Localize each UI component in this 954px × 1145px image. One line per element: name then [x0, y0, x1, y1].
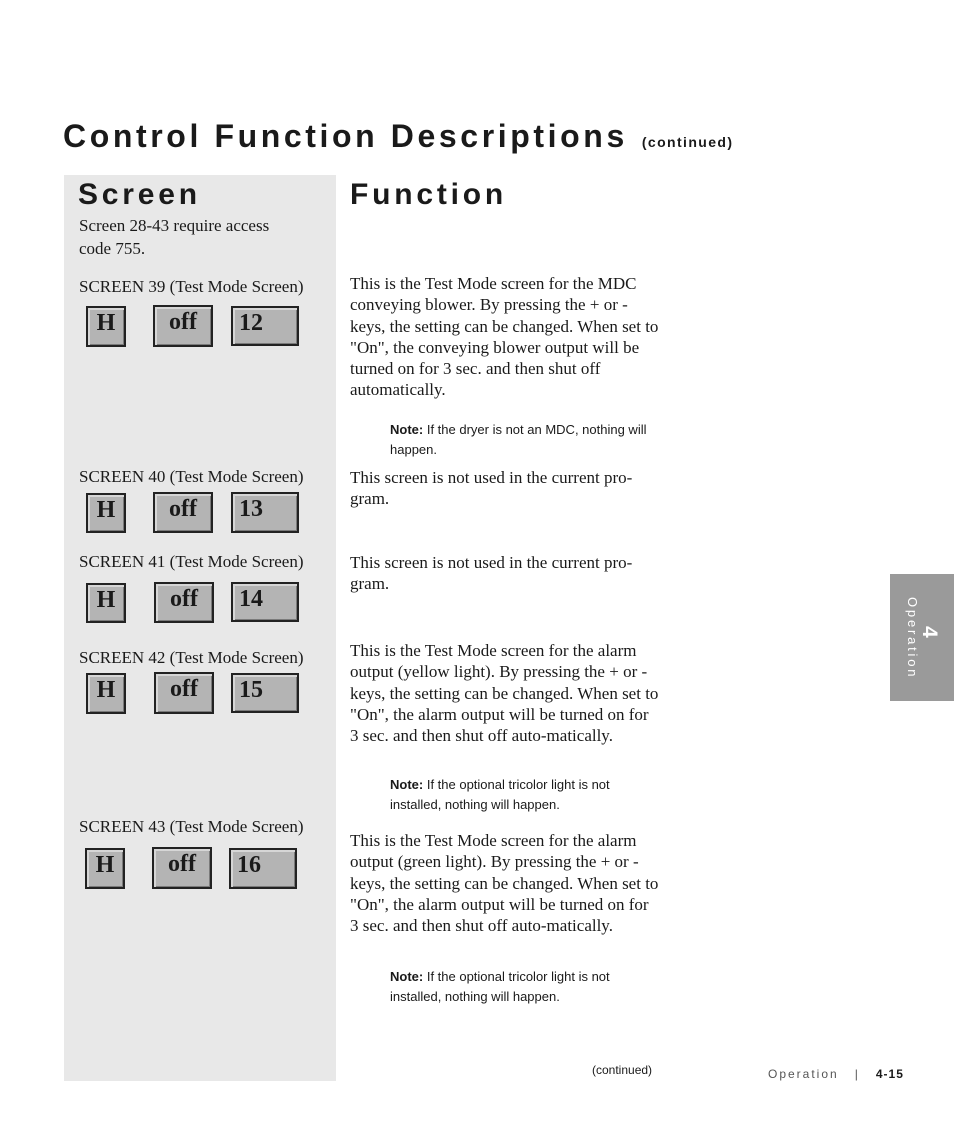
screen-41-key-number: 14	[231, 582, 299, 622]
screen-41-key-h: H	[86, 583, 126, 623]
chapter-tab-number: 4	[918, 626, 941, 638]
function-40-description: This screen is not used in the current pro-gram.	[350, 468, 633, 509]
footer-separator: |	[854, 1067, 860, 1081]
screen-column-heading: Screen	[78, 178, 201, 211]
screen-42-key-off: off	[154, 672, 214, 714]
note-label: Note:	[390, 777, 424, 792]
screen-39-key-number: 12	[231, 306, 299, 346]
note-label: Note:	[390, 969, 424, 984]
note-text: If the optional tricolor light is not installed, nothing will happen.	[390, 777, 610, 812]
screen-42-key-h: H	[86, 673, 126, 714]
screen-42-key-number: 15	[231, 673, 299, 713]
screen-41-key-off: off	[154, 582, 214, 623]
screen-43-key-number: 16	[229, 848, 297, 889]
screen-40-key-h: H	[86, 493, 126, 533]
function-41-description: This screen is not used in the current pro-gram.	[350, 553, 633, 594]
screen-40-key-number: 13	[231, 492, 299, 533]
screen-41-label: SCREEN 41 (Test Mode Screen)	[79, 552, 304, 571]
title-text: Control Function Descriptions	[63, 118, 628, 154]
title-continued: (continued)	[641, 134, 734, 150]
screen-43-key-h: H	[85, 848, 125, 889]
footer-section: Operation	[768, 1067, 839, 1081]
note-label: Note:	[390, 422, 424, 437]
page-number: 4-15	[875, 1067, 904, 1081]
function-43-description: This is the Test Mode screen for the alarm output (green light). By pressing the + or - keys, the setting can be changed. When set to "On", the alarm output will be turned on for 3 sec. and then shut off auto-matically.	[350, 831, 659, 936]
intro-line-2: code 755.	[79, 239, 146, 258]
function-39-note	[390, 420, 650, 460]
screen-40-label: SCREEN 40 (Test Mode Screen)	[79, 467, 304, 486]
footer-continued: (continued)	[592, 1063, 653, 1077]
screen-39-key-off: off	[153, 305, 213, 347]
screen-42-label: SCREEN 42 (Test Mode Screen)	[79, 648, 304, 667]
page-title	[63, 118, 733, 155]
screen-39-key-h: H	[86, 306, 126, 347]
screen-43-key-off: off	[152, 847, 212, 889]
screen-40-key-off: off	[153, 492, 213, 533]
function-42-description: This is the Test Mode screen for the alarm output (yellow light). By pressing the + or - keys, the setting can be changed. When set to "On", the alarm output will be turned on for 3 sec. and then shut off auto-matically.	[350, 641, 659, 746]
screen-43-label: SCREEN 43 (Test Mode Screen)	[79, 817, 304, 836]
footer-page-info	[768, 1067, 904, 1081]
note-text: If the optional tricolor light is not installed, nothing will happen.	[390, 969, 610, 1004]
function-42-note	[390, 775, 650, 815]
function-column-heading: Function	[350, 178, 508, 211]
function-43-note	[390, 967, 650, 1007]
screen-39-label: SCREEN 39 (Test Mode Screen)	[79, 277, 304, 296]
intro-line-1: Screen 28-43 require access	[79, 216, 270, 235]
chapter-tab-label: Operation	[905, 597, 920, 680]
function-39-description: This is the Test Mode screen for the MDC conveying blower. By pressing the + or - keys, the setting can be changed. When set to "On", the conveying blower output will be turned on for 3 sec. and then shut off automatically.	[350, 274, 659, 400]
note-text: If the dryer is not an MDC, nothing will happen.	[390, 422, 647, 457]
